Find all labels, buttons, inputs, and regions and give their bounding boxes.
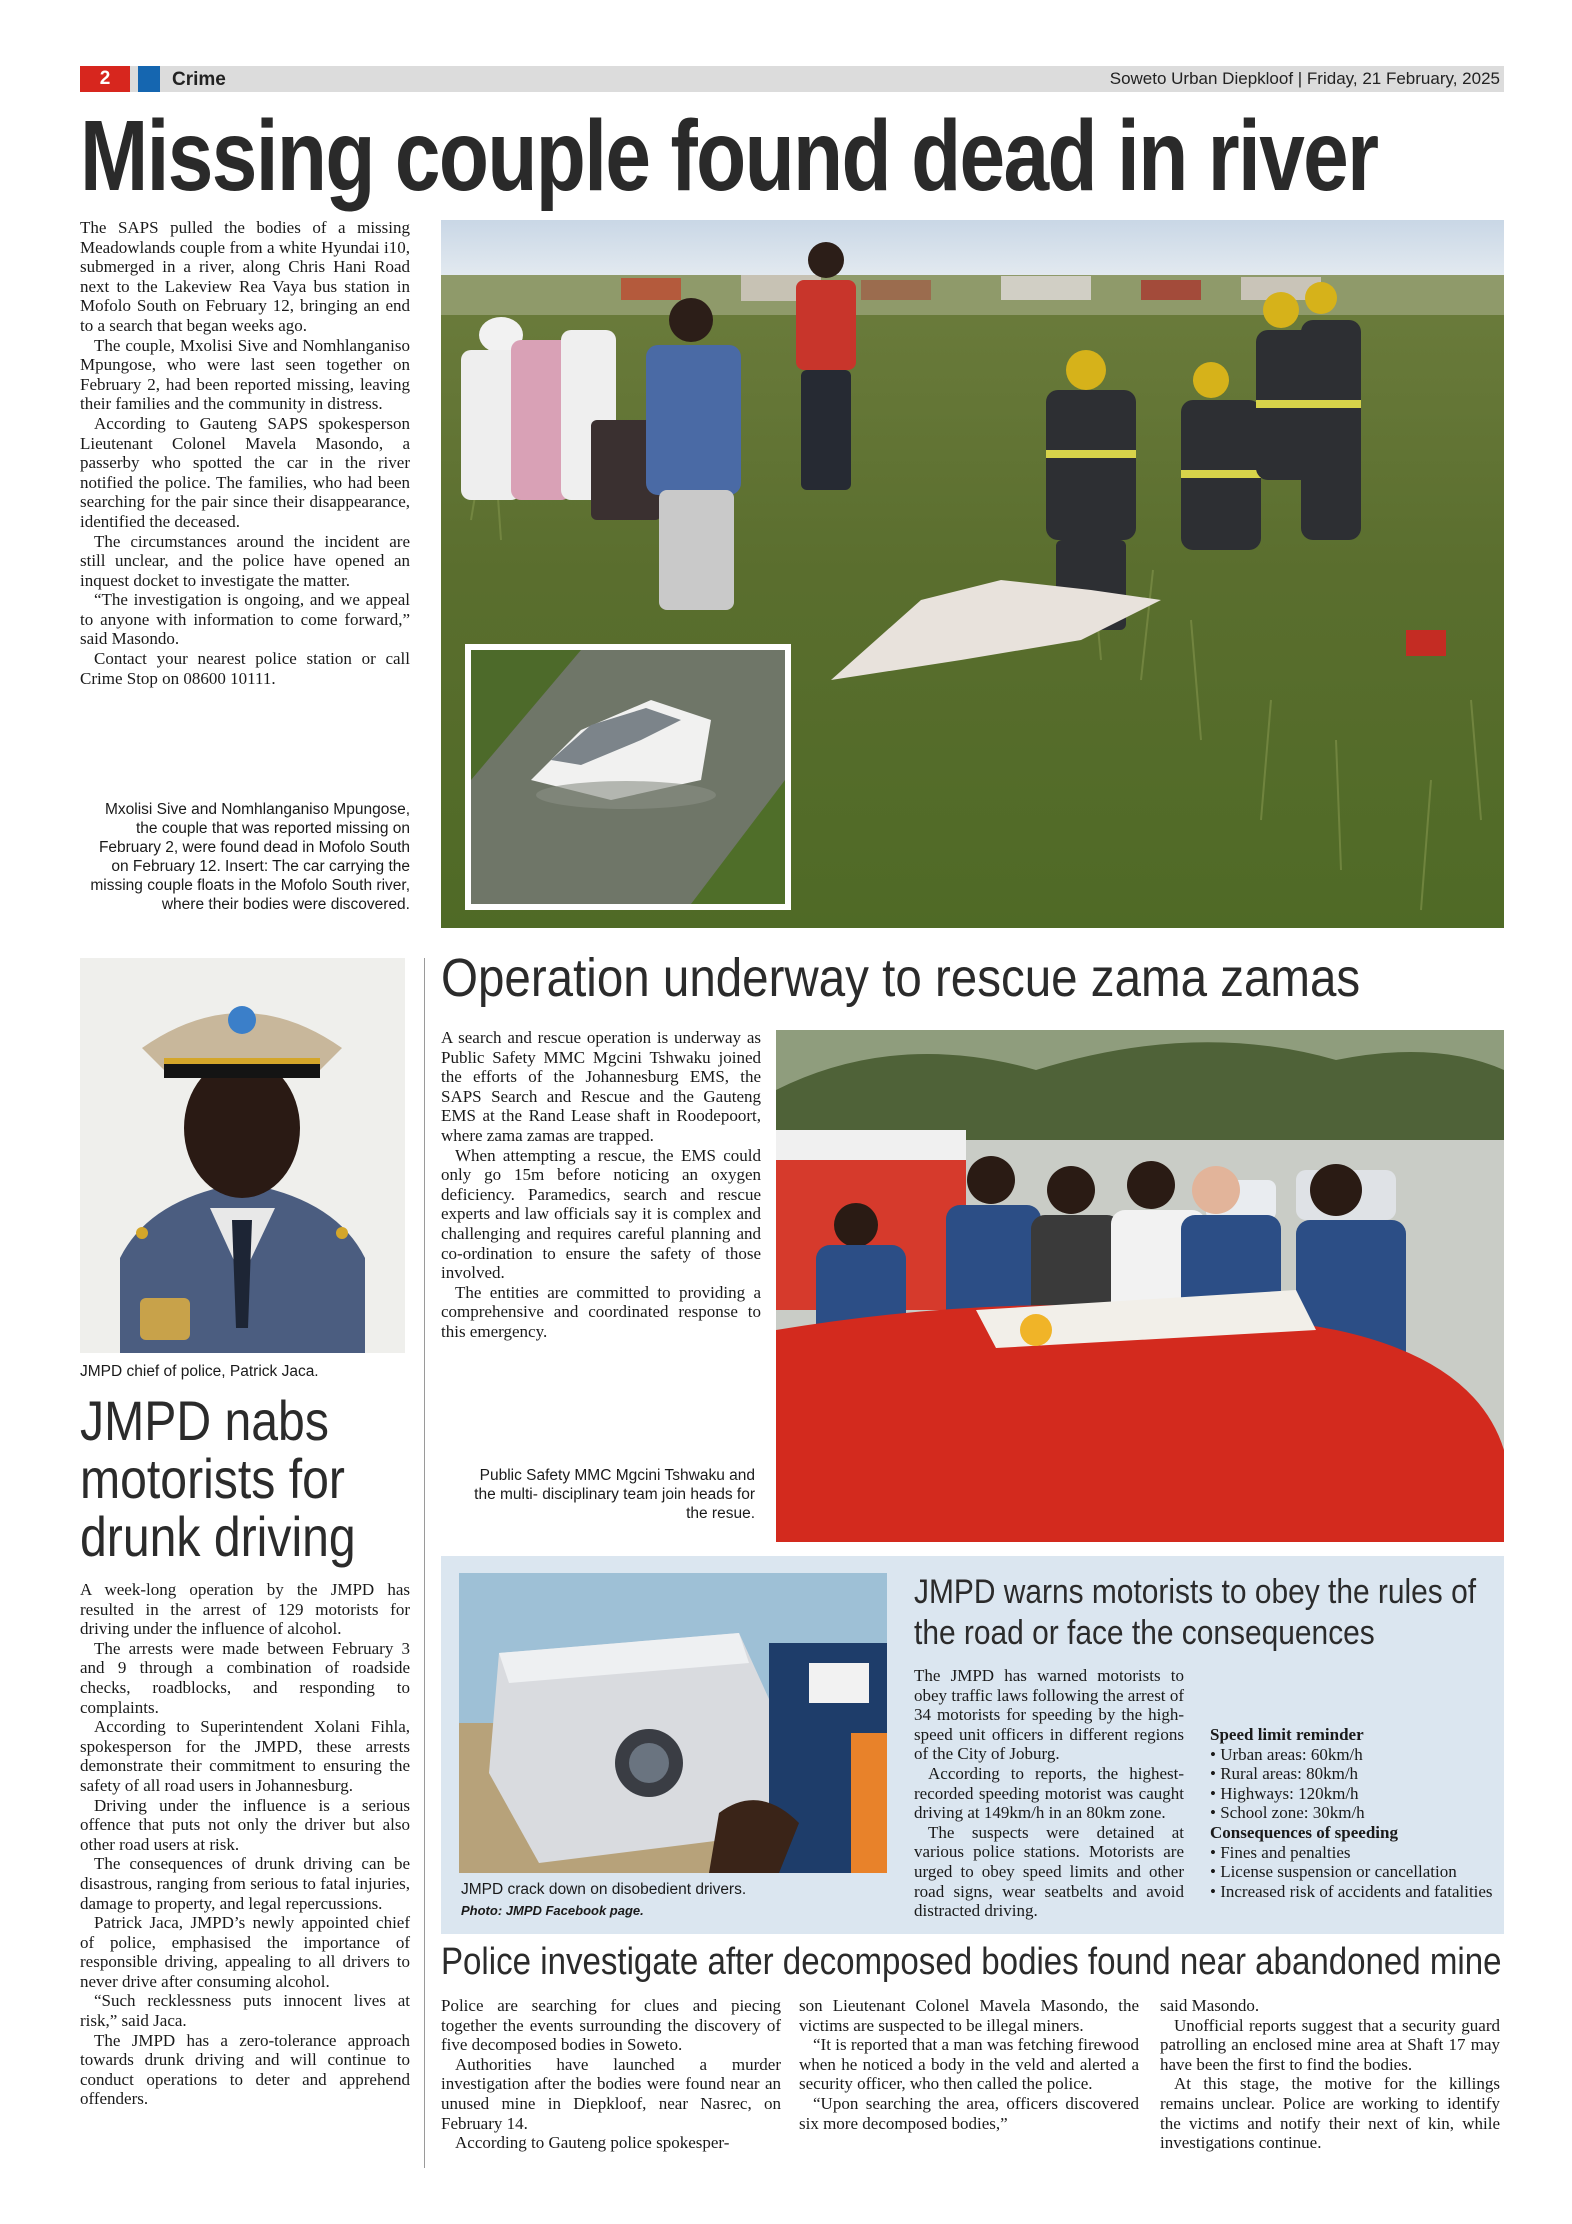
story1-body xyxy=(80,218,410,688)
paragraph: According to Gauteng SAPS spokesperson Lieutenant Colonel Mavela Masondo, a passerby who spotted the car in the river notified the police. The families, who had been searching for the pair since their disappearance, identified the deceased. xyxy=(80,413,410,531)
story4-photo-credit: Photo: JMPD Facebook page. xyxy=(461,1903,644,1918)
story3-headline: JMPD nabs motorists for drunk driving xyxy=(80,1389,356,1568)
paragraph: Contact your nearest police station or call Crime Stop on 08600 10111. xyxy=(80,649,410,688)
speed-limit-item: • Urban areas: 60km/h xyxy=(1210,1744,1363,1764)
paragraph: The suspects were detained at various police stations. Motorists are urged to obey speed limits and other road signs, wear seatbelts and avoid distracted driving. xyxy=(914,1822,1184,1921)
paragraph: The SAPS pulled the bodies of a missing Meadowlands couple from a white Hyundai i10, submerged in a river, along Chris Hani Road next to the Lakeview Rea Vaya bus station in Mofolo South on February 12, bringing an end to a search that began weeks ago. xyxy=(80,218,410,335)
paragraph: “The investigation is ongoing, and we appeal to anyone with information to come forward,” said Masondo. xyxy=(80,590,410,649)
paragraph: A week-long operation by the JMPD has resulted in the arrest of 129 motorists for driving under the influence of alcohol. xyxy=(80,1580,410,1639)
story5-col1 xyxy=(441,1996,781,2153)
page-number: 2 xyxy=(80,66,130,92)
story2-headline: Operation underway to rescue zama zamas xyxy=(441,948,1361,1008)
speed-limit-heading: Speed limit reminder xyxy=(1210,1725,1364,1744)
paragraph: said Masondo. xyxy=(1160,1996,1260,2015)
consequence-item: • Increased risk of accidents and fatalities xyxy=(1210,1881,1493,1901)
paragraph: The arrests were made between February 3 and 9 through a combination of roadside checks, roadblocks, and responding to complaints. xyxy=(80,1638,410,1717)
paragraph: The JMPD has warned motorists to obey traffic laws following the arrest of 34 motorists for speeding by the high-speed unit officers in different regions of the City of Joburg. xyxy=(914,1666,1184,1764)
paragraph: According to Gauteng police spokesper- xyxy=(455,2133,730,2153)
story2-caption: Public Safety MMC Mgcini Tshwaku and the multi- disciplinary team join heads for the resue. xyxy=(474,1467,755,1522)
speed-limit-item: • Rural areas: 80km/h xyxy=(1210,1764,1359,1784)
rescue-team-photo xyxy=(776,1030,1504,1542)
paragraph: The entities are committed to providing a comprehensive and coordinated response to this emergency. xyxy=(441,1282,761,1341)
consequence-item: • License suspension or cancellation xyxy=(1210,1862,1457,1882)
speed-camera-photo xyxy=(459,1573,887,1873)
police-chief-caption: JMPD chief of police, Patrick Jaca. xyxy=(80,1363,319,1380)
paragraph: At this stage, the motive for the killings remains unclear. Police are working to identify the victims and notify their next of kin, while investigations continue. xyxy=(1160,2074,1500,2153)
paragraph: “Such recklessness puts innocent lives at risk,” said Jaca. xyxy=(80,1991,410,2031)
spacer xyxy=(1210,1666,1500,1725)
story1-caption: Mxolisi Sive and Nomhlanganiso Mpungose, the couple that was reported missing on February 2, were found dead in Mofolo South on February 12. Insert: The car carrying the missing couple floats in the Mofolo South river, where their bodies were discovered. xyxy=(90,801,410,913)
paragraph: According to reports, the highest-recorded speeding motorist was caught driving at 149km/h in an 80km zone. xyxy=(914,1763,1184,1823)
story5-headline: Police investigate after decomposed bodies found near abandoned mine xyxy=(441,1941,1502,1983)
story4-body-col1 xyxy=(914,1666,1184,1921)
paragraph: According to Superintendent Xolani Fihla, spokesperson for the JMPD, these arrests demonstrate their commitment to ensuring the safety of all road users in Johannesburg. xyxy=(80,1717,410,1795)
paragraph: A search and rescue operation is underway as Public Safety MMC Mgcini Tshwaku joined the efforts of the Johannesburg EMS, the SAPS Search and Rescue and the Gauteng EMS at the Rand Lease shaft in Roodepoort, where zama zamas are trapped. xyxy=(441,1028,761,1145)
river-rescue-photo xyxy=(441,220,1504,928)
consequence-item: • Fines and penalties xyxy=(1210,1842,1351,1862)
column-divider xyxy=(424,958,425,2168)
paragraph: The circumstances around the incident are still unclear, and the police have opened an inquest docket to investigate the matter. xyxy=(80,531,410,590)
paragraph: Driving under the influence is a serious offence that puts not only the driver but also other road users at risk. xyxy=(80,1795,410,1854)
paragraph: The couple, Mxolisi Sive and Nomhlanganiso Mpungose, who were last seen together on February 2, had been reported missing, leaving their families and the community in distress. xyxy=(80,335,410,414)
story4-caption: JMPD crack down on disobedient drivers. xyxy=(461,1881,747,1898)
section-label: Crime xyxy=(172,69,226,90)
story5-col3 xyxy=(1160,1996,1500,2153)
story4-headline: JMPD warns motorists to obey the rules of the road or face the consequences xyxy=(914,1573,1477,1652)
paragraph: “Upon searching the area, officers discovered six more decomposed bodies,” xyxy=(799,2093,1139,2133)
paragraph: The consequences of drunk driving can be disastrous, ranging from serious to fatal injuries, damage to property, and legal repercussions. xyxy=(80,1854,410,1913)
paragraph: son Lieutenant Colonel Mavela Masondo, the victims are suspected to be illegal miners. xyxy=(799,1996,1139,2035)
paragraph: Patrick Jaca, JMPD’s newly appointed chief of police, emphasised the importance of responsible driving, appealing to all drivers to never drive after consuming alcohol. xyxy=(80,1913,410,1991)
publication-date: Soweto Urban Diepkloof | Friday, 21 February, 2025 xyxy=(1109,69,1500,88)
paragraph: Unofficial reports suggest that a security guard patrolling an enclosed mine area at Shaft 17 may have been the first to find the bodies. xyxy=(1160,2015,1500,2074)
speed-limit-item: • School zone: 30km/h xyxy=(1210,1803,1365,1823)
consequences-heading: Consequences of speeding xyxy=(1210,1822,1398,1842)
paragraph: Police are searching for clues and piecing together the events surrounding the discovery of five decomposed bodies in Soweto. xyxy=(441,1996,781,2055)
story4-body-col2 xyxy=(1210,1666,1500,1901)
police-chief-photo xyxy=(80,958,405,1353)
paragraph: Authorities have launched a murder investigation after the bodies were found near an unused mine in Diepkloof, near Nasrec, on February 14. xyxy=(441,2054,781,2133)
paragraph: When attempting a rescue, the EMS could only go 15m before noticing an oxygen deficiency. Paramedics, search and rescue experts and law officials say it is complex and challenging and requires careful planning and co-ordination to ensure the safety of those involved. xyxy=(441,1145,761,1283)
story1-headline: Missing couple found dead in river xyxy=(80,100,1378,212)
story5-col2 xyxy=(799,1996,1139,2133)
speed-limit-item: • Highways: 120km/h xyxy=(1210,1783,1359,1803)
paragraph: The JMPD has a zero-tolerance approach towards drunk driving and will continue to conduct operations to deter and apprehend offenders. xyxy=(80,2030,410,2109)
section-marker xyxy=(138,66,160,92)
story2-body xyxy=(441,1028,761,1342)
story3-body xyxy=(80,1580,410,2109)
paragraph: “It is reported that a man was fetching firewood when he noticed a body in the veld and alerted a security officer, who then called the police. xyxy=(799,2035,1139,2094)
